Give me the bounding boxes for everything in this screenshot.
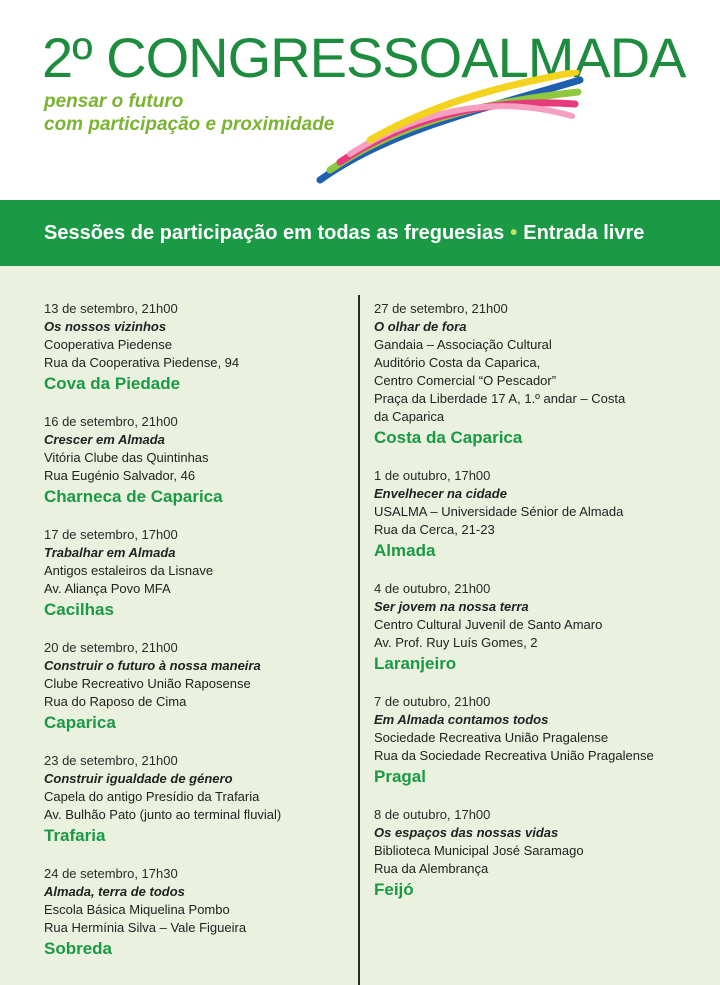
event-address-line: USALMA – Universidade Sénior de Almada — [374, 504, 624, 519]
event-parish: Trafaria — [44, 826, 106, 845]
event-address-line: Rua do Raposo de Cima — [44, 694, 187, 709]
event-parish: Caparica — [44, 713, 116, 732]
event-parish: Cova da Piedade — [44, 374, 181, 393]
bullet-icon: • — [510, 222, 518, 244]
event-title: Os espaços das nossas vidas — [374, 825, 559, 840]
event-address-line: Vitória Clube das Quintinhas — [44, 450, 209, 465]
subtitle-line-1: pensar o futuro — [44, 91, 184, 112]
subtitle — [44, 90, 334, 136]
event-parish: Costa da Caparica — [374, 428, 523, 447]
event-address-line: Praça da Liberdade 17 A, 1.º andar – Costa — [374, 391, 626, 406]
event-parish: Cacilhas — [44, 600, 114, 619]
event-item — [374, 300, 694, 450]
event-title: O olhar de fora — [374, 319, 467, 334]
event-address-line: Clube Recreativo União Raposense — [44, 676, 251, 691]
right-column — [374, 300, 694, 919]
event-address-line: Av. Aliança Povo MFA — [44, 581, 171, 596]
event-parish: Charneca de Caparica — [44, 487, 223, 506]
event-title: Almada, terra de todos — [44, 884, 185, 899]
event-title: Crescer em Almada — [44, 432, 165, 447]
banner-text: Sessões de participação em todas as freguesias — [44, 222, 505, 244]
event-address-line: Capela do antigo Presídio da Trafaria — [44, 789, 260, 804]
event-date: 7 de outubro, 21h00 — [374, 694, 491, 709]
event-item — [374, 806, 694, 902]
event-address-line: da Caparica — [374, 409, 445, 424]
event-date: 20 de setembro, 21h00 — [44, 640, 178, 655]
banner — [0, 200, 720, 266]
event-address-line: Escola Básica Miquelina Pombo — [44, 902, 230, 917]
event-address-line: Rua Hermínia Silva – Vale Figueira — [44, 920, 247, 935]
event-item — [44, 413, 344, 509]
event-address-line: Centro Comercial “O Pescador” — [374, 373, 557, 388]
left-column — [44, 300, 344, 978]
event-address-line: Antigos estaleiros da Lisnave — [44, 563, 214, 578]
event-item — [44, 526, 344, 622]
event-address-line: Gandaia – Associação Cultural — [374, 337, 552, 352]
event-address-line: Av. Prof. Ruy Luís Gomes, 2 — [374, 635, 538, 650]
event-address-line: Av. Bulhão Pato (junto ao terminal fluvial) — [44, 807, 282, 822]
event-parish: Almada — [374, 541, 436, 560]
header — [0, 0, 720, 200]
column-divider — [358, 295, 360, 985]
event-address-line: Rua da Cooperativa Piedense, 94 — [44, 355, 240, 370]
event-parish: Feijó — [374, 880, 414, 899]
page-title: 2º CONGRESSOALMADA — [42, 26, 686, 89]
event-date: 8 de outubro, 17h00 — [374, 807, 491, 822]
event-title: Trabalhar em Almada — [44, 545, 176, 560]
banner-free-entry: Entrada livre — [523, 222, 645, 244]
event-address-line: Sociedade Recreativa União Pragalense — [374, 730, 609, 745]
event-address-line: Rua da Alembrança — [374, 861, 489, 876]
subtitle-line-2: com participação e proximidade — [44, 114, 335, 135]
event-address-line: Rua da Cerca, 21-23 — [374, 522, 495, 537]
event-title: Ser jovem na nossa terra — [374, 599, 529, 614]
event-title: Em Almada contamos todos — [374, 712, 549, 727]
event-title: Os nossos vizinhos — [44, 319, 167, 334]
event-date: 13 de setembro, 21h00 — [44, 301, 178, 316]
event-date: 17 de setembro, 17h00 — [44, 527, 178, 542]
event-date: 16 de setembro, 21h00 — [44, 414, 178, 429]
event-address-line: Rua da Sociedade Recreativa União Pragalense — [374, 748, 654, 763]
event-date: 24 de setembro, 17h30 — [44, 866, 178, 881]
event-title: Envelhecer na cidade — [374, 486, 507, 501]
rainbow-swoosh-logo — [310, 70, 590, 200]
event-item — [374, 693, 694, 789]
event-date: 1 de outubro, 17h00 — [374, 468, 491, 483]
event-item — [44, 639, 344, 735]
event-address-line: Auditório Costa da Caparica, — [374, 355, 541, 370]
event-item — [44, 752, 344, 848]
event-title: Construir o futuro à nossa maneira — [44, 658, 261, 673]
event-parish: Pragal — [374, 767, 426, 786]
event-item — [374, 580, 694, 676]
event-parish: Laranjeiro — [374, 654, 457, 673]
event-date: 4 de outubro, 21h00 — [374, 581, 491, 596]
event-item — [44, 300, 344, 396]
event-item — [44, 865, 344, 961]
event-address-line: Biblioteca Municipal José Saramago — [374, 843, 584, 858]
event-item — [374, 467, 694, 563]
event-title: Construir igualdade de género — [44, 771, 233, 786]
event-address-line: Centro Cultural Juvenil de Santo Amaro — [374, 617, 603, 632]
event-parish: Sobreda — [44, 939, 113, 958]
event-address-line: Rua Eugénio Salvador, 46 — [44, 468, 196, 483]
event-date: 23 de setembro, 21h00 — [44, 753, 178, 768]
event-date: 27 de setembro, 21h00 — [374, 301, 508, 316]
event-address-line: Cooperativa Piedense — [44, 337, 172, 352]
